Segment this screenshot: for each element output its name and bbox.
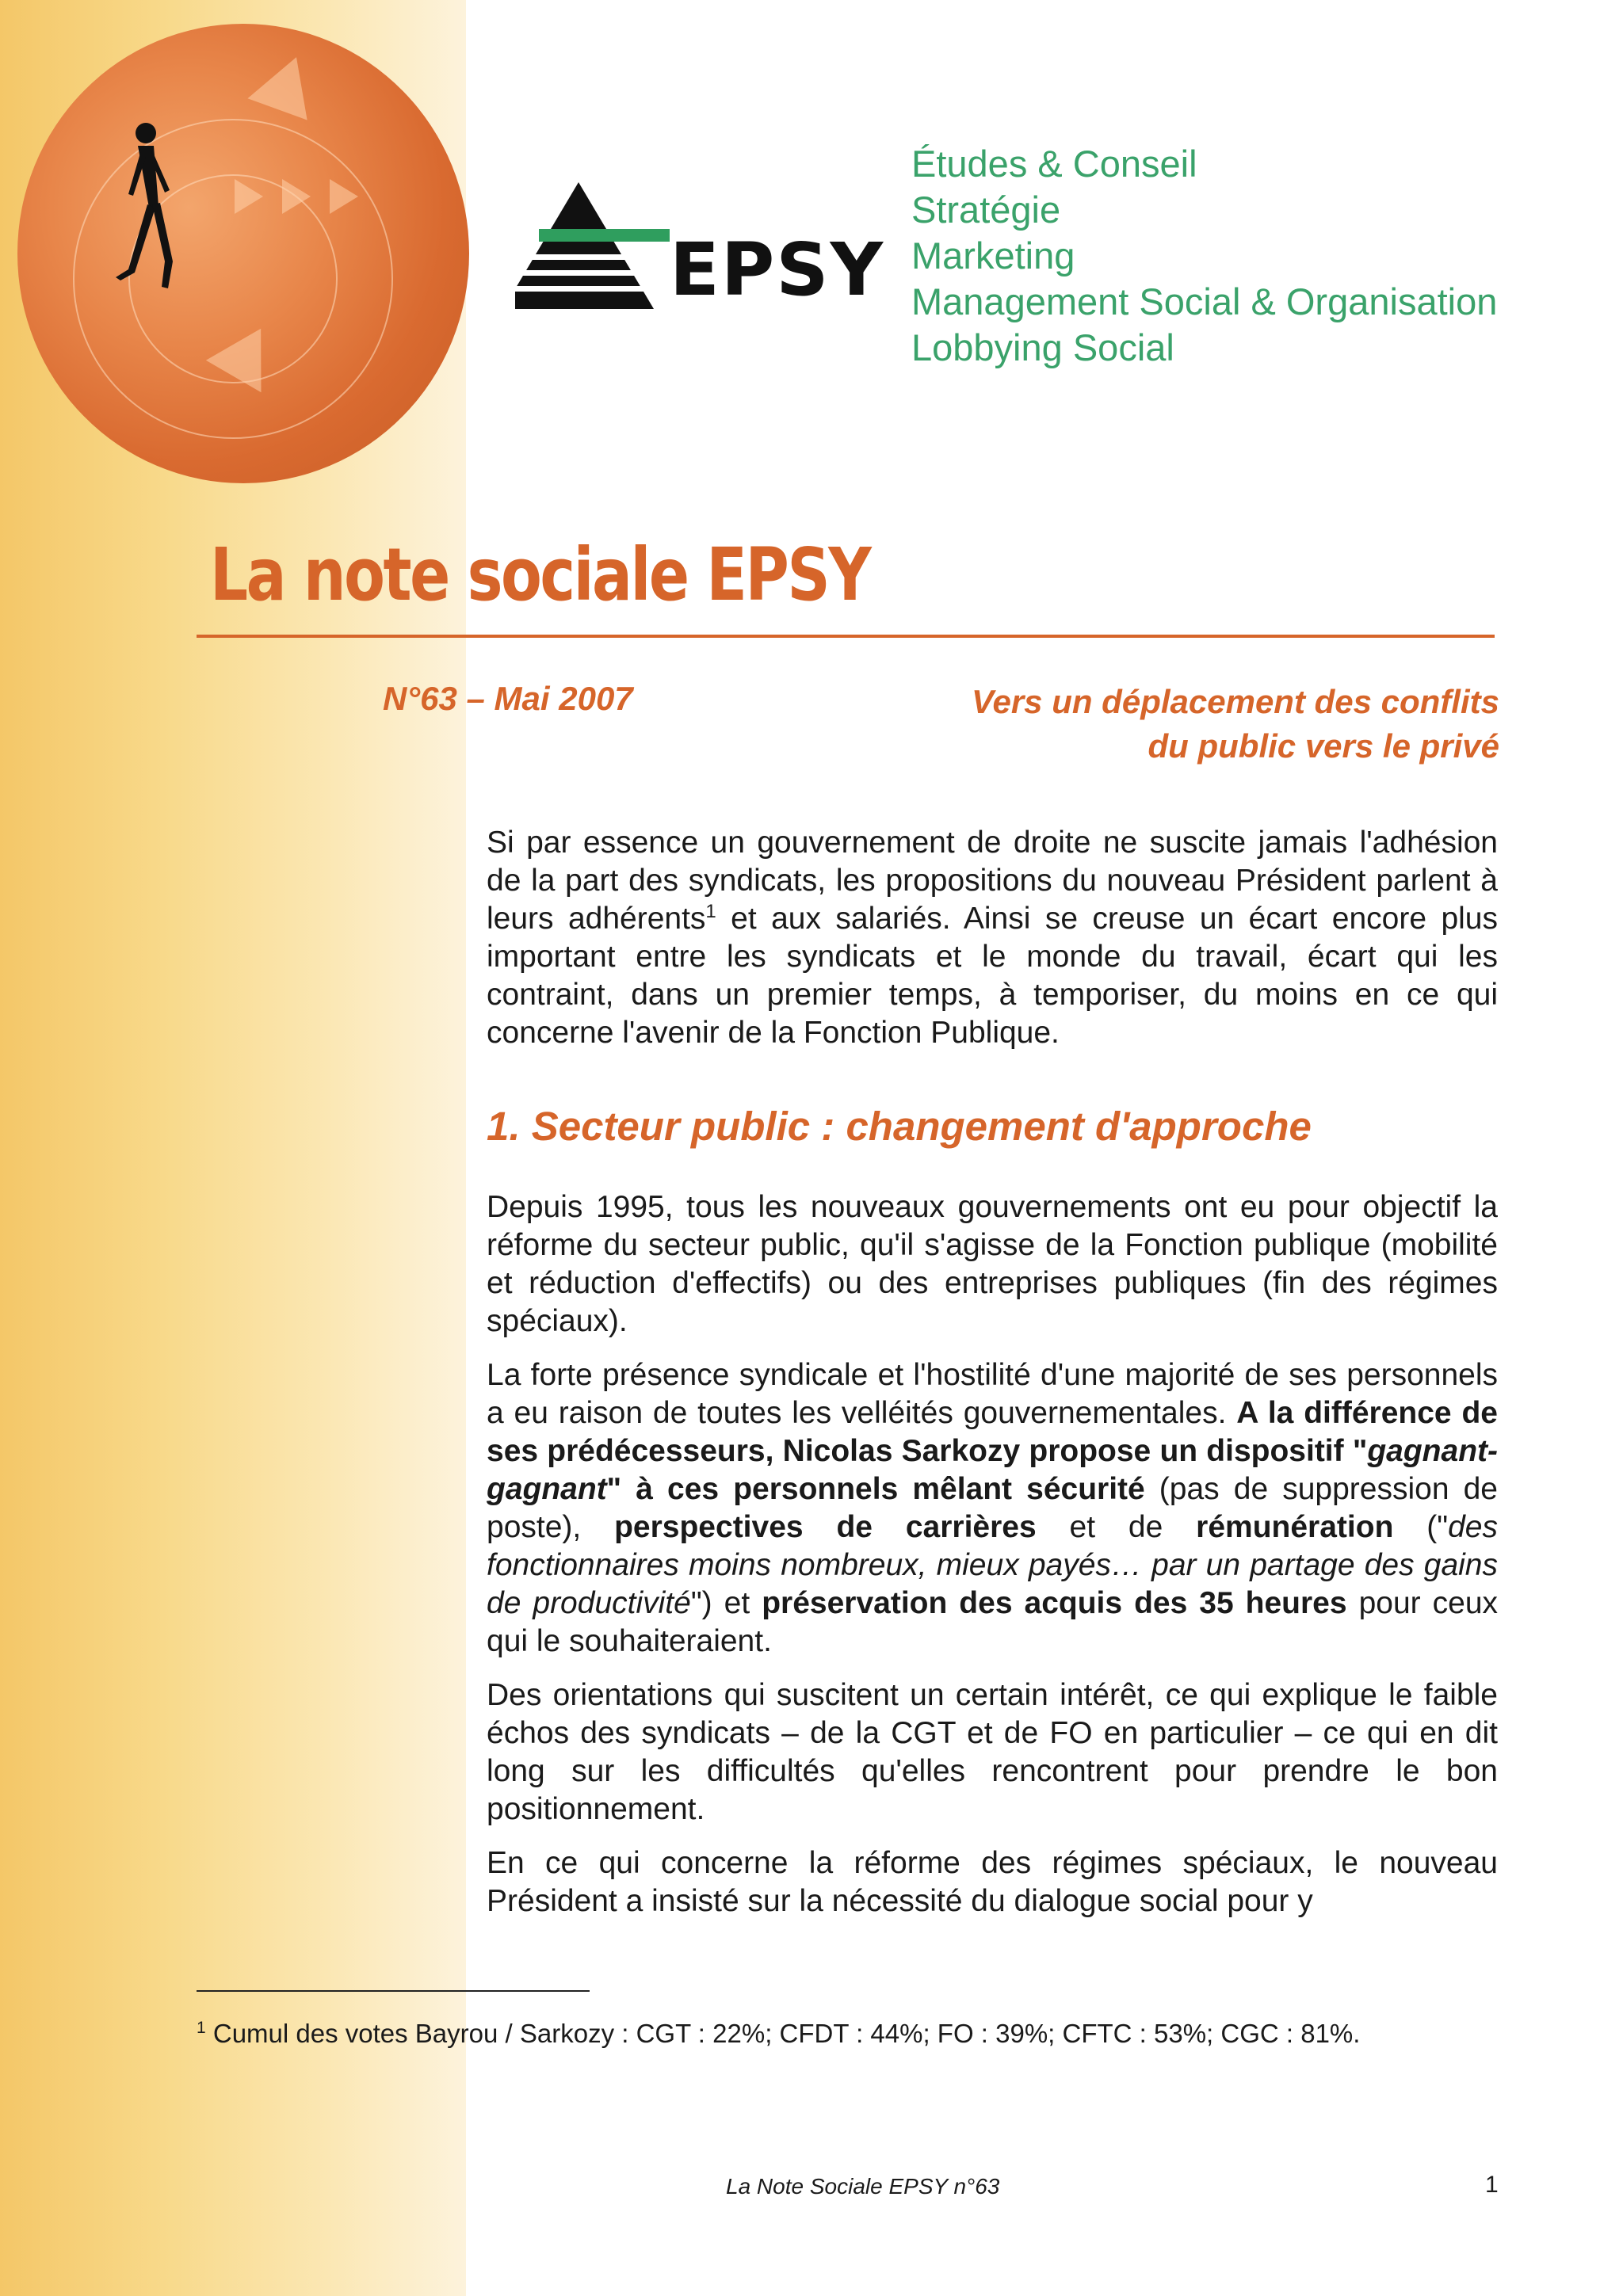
paragraph: La forte présence syndicale et l'hostilité d'une majorité de ses personnels a eu raison de toutes les velléités gouvernementales. A la différence de ses prédécesseurs, Nicolas Sarkozy propose un dispositif "gagnant-gagnant" à ces personnels mêlant sécurité (pas de suppression de poste), perspectives de carrières et de rémunération ("des fonctionnaires moins nombreux, mieux payés… par un partage des gains de productivité") et préservation des acquis des 35 heures pour ceux qui le souhaiteraient. [487,1358,1499,1658]
newsletter-title: La note sociale EPSY [210,532,870,617]
title-divider [197,635,1495,638]
paragraph: Depuis 1995, tous les nouveaux gouvernements ont eu pour objectif la réforme du secteur public, qu'il s'agisse de la Fonction publique (mobilité et réduction d'effectifs) ou des entreprises publiques (fin des régimes spéciaux). [487,1190,1498,1338]
page-number: 1 [1485,2172,1499,2198]
footnote-divider [197,1990,590,1992]
paragraph: En ce qui concerne la réforme des régimes spéciaux, le nouveau Président a insisté sur la nécessité du dialogue social pour y [487,1846,1498,1918]
issue-number: N°63 – Mai 2007 [383,680,633,717]
section-body [487,1188,1498,1936]
logo-wordmark: EPSY [670,227,885,312]
paragraph: Des orientations qui suscitent un certain intérêt, ce qui explique le faible échos des syndicats – de la CGT et de FO en particulier – ce qui en dit long sur les difficultés qu'elles rencontrent pour prendre le bon positionnement. [487,1678,1498,1826]
pyramid-logo-icon [515,178,674,313]
footer-publication: La Note Sociale EPSY n°63 [726,2174,1000,2199]
section-heading: 1. Secteur public : changement d'approche [487,1104,1312,1149]
service-item: Lobbying Social [911,326,1174,368]
services-list [911,141,1497,371]
article-subtitle: Vers un déplacement des conflits du public vers le privé [972,683,1499,765]
intro-paragraph: Si par essence un gouvernement de droite ne suscite jamais l'adhésion de la part des syndicats, les propositions du nouveau Président parlent à leurs adhérents$^1$ et aux salariés. Ainsi se creuse un écart encore plus important entre les syndicats et le monde du travail, écart qui les contraint, dans un premier temps, à temporiser, du moins en ce qui concerne l'avenir de la Fonction Publique. [487,826,1498,1050]
epsy-logo [515,178,885,313]
header-illustration [17,24,469,483]
service-item: Marketing [911,235,1075,277]
walking-figure-icon [97,119,192,301]
service-item: Management Social & Organisation [911,280,1498,322]
footnote: $^1$ Cumul des votes Bayrou / Sarkozy : CGT : 22%; CFDT : 44%; FO : 39%; CFTC : 53%; CGC : 81%. [197,2019,1361,2048]
service-item: Études & Conseil [911,143,1197,185]
footnote-ref[interactable]: 1 [705,901,716,922]
service-item: Stratégie [911,189,1061,231]
